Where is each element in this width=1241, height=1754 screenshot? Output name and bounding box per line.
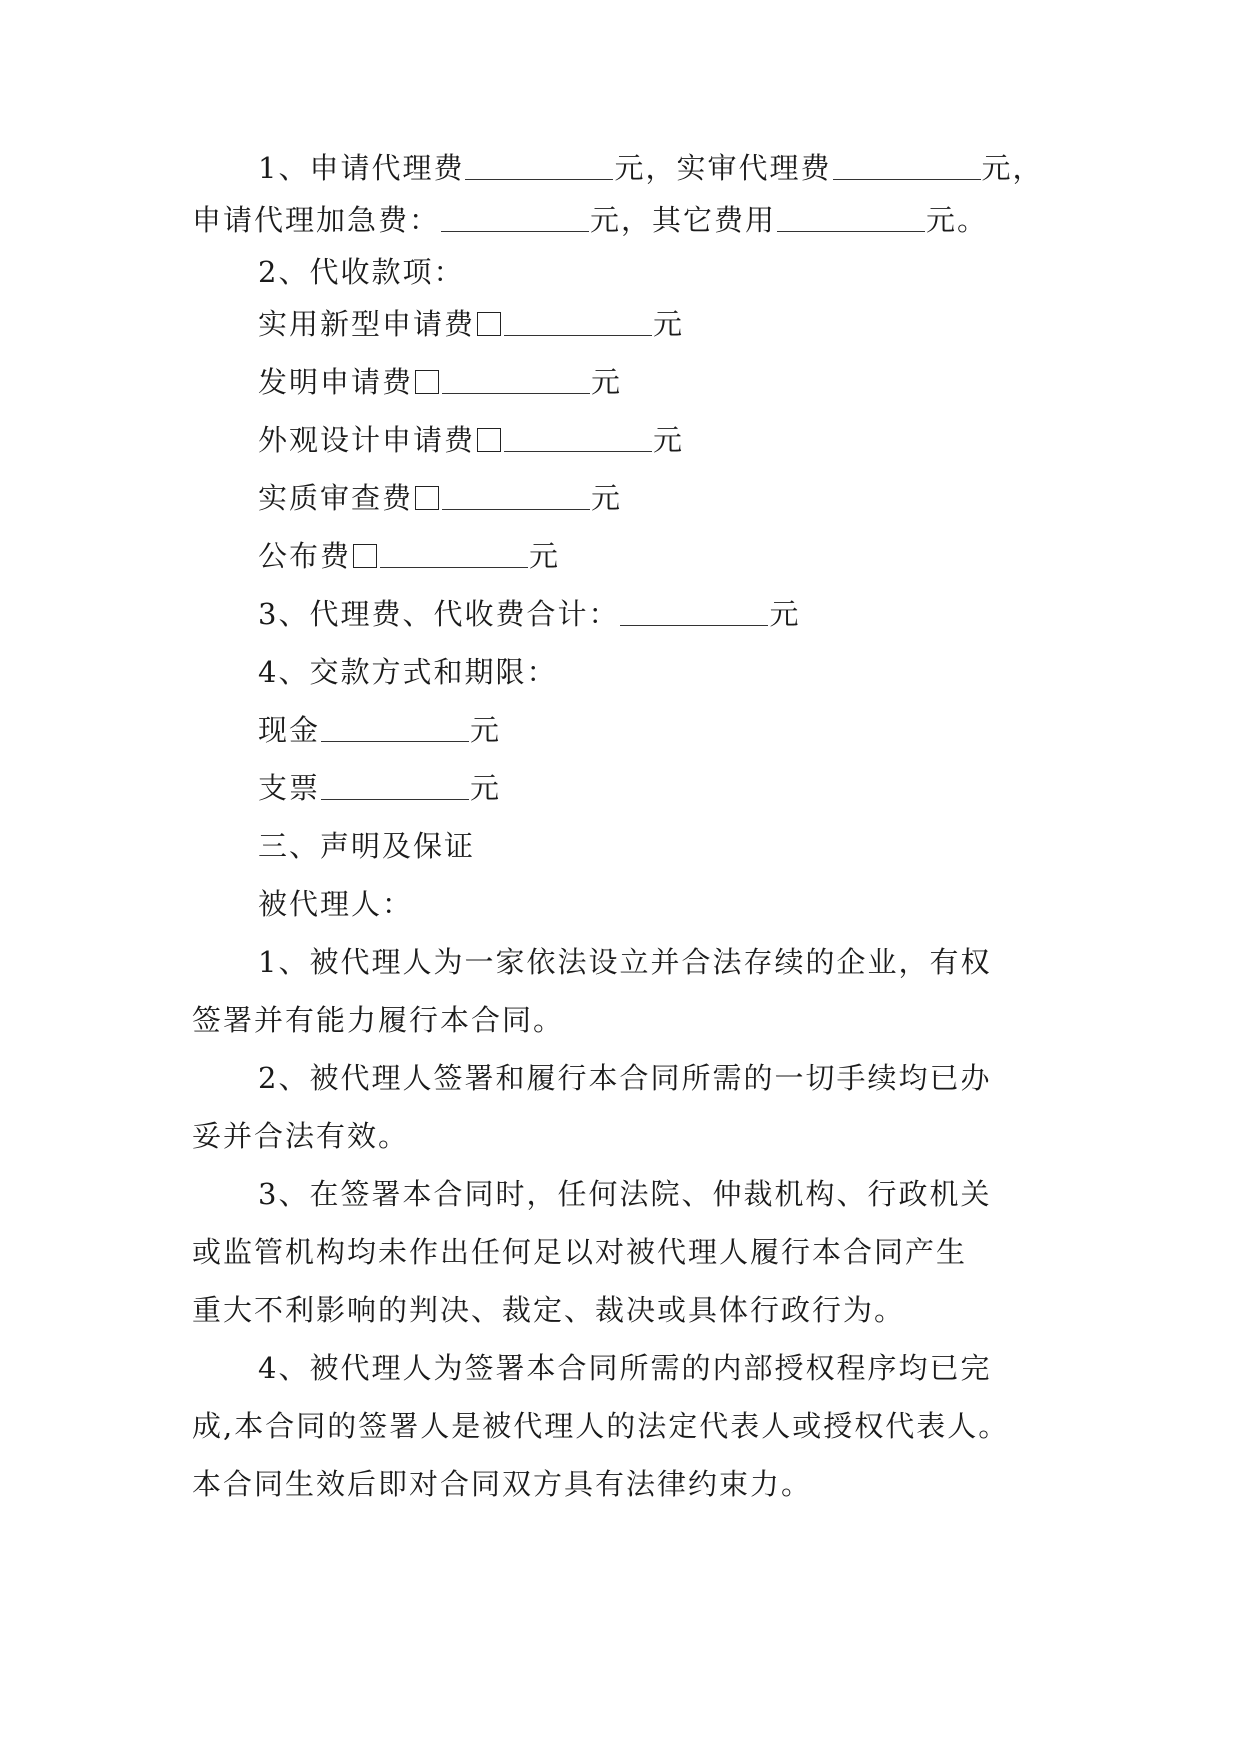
item-number: 1、 xyxy=(258,151,310,185)
checkbox[interactable] xyxy=(415,370,439,394)
unit-label: 元 xyxy=(769,597,801,631)
collect-item xyxy=(258,536,560,576)
unit-label: 元， xyxy=(590,203,653,237)
collect-heading: 2、代收款项： xyxy=(258,255,465,289)
payment-item xyxy=(258,710,501,750)
fee-line-1 xyxy=(258,148,1044,188)
apply-fee-label: 申请代理费 xyxy=(309,151,465,185)
total-blank[interactable] xyxy=(620,599,768,626)
clause-line: 妥并合法有效。 xyxy=(192,1119,410,1153)
collect-item xyxy=(258,478,622,518)
other-fee-label: 其它费用 xyxy=(652,203,777,237)
section-title: 三、声明及保证 xyxy=(258,829,476,863)
total-label: 3、代理费、代收费合计： xyxy=(258,597,620,631)
urgent-fee-label: 申请代理加急费： xyxy=(192,203,441,237)
clause-line: 4、被代理人为签署本合同所需的内部授权程序均已完 xyxy=(258,1351,992,1385)
checkbox[interactable] xyxy=(415,486,439,510)
checkbox[interactable] xyxy=(477,312,501,336)
amount-blank[interactable] xyxy=(321,715,469,742)
unit-label: 元 xyxy=(653,307,685,341)
collect-item-label: 外观设计申请费 xyxy=(258,423,476,457)
payment-item xyxy=(258,768,501,808)
unit-label: 元。 xyxy=(926,203,989,237)
unit-label: 元 xyxy=(591,481,623,515)
clause-line: 或监管机构均未作出任何足以对被代理人履行本合同产生 xyxy=(192,1235,968,1269)
party-label: 被代理人： xyxy=(258,887,414,921)
amount-blank[interactable] xyxy=(504,425,652,452)
payment-label: 支票 xyxy=(258,771,321,805)
unit-label: 元 xyxy=(591,365,623,399)
unit-label: 元 xyxy=(529,539,561,573)
amount-blank[interactable] xyxy=(504,309,652,336)
amount-blank[interactable] xyxy=(442,483,590,510)
collect-item xyxy=(258,420,684,460)
unit-label: 元 xyxy=(470,771,502,805)
collect-item-label: 实用新型申请费 xyxy=(258,307,476,341)
clause-line: 重大不利影响的判决、裁定、裁决或具体行政行为。 xyxy=(192,1293,906,1327)
collect-item-label: 实质审查费 xyxy=(258,481,414,515)
clause-line: 2、被代理人签署和履行本合同所需的一切手续均已办 xyxy=(258,1061,992,1095)
fee-line-2 xyxy=(192,200,988,240)
clause-line: 签署并有能力履行本合同。 xyxy=(192,1003,565,1037)
clause-line: 1、被代理人为一家依法设立并合法存续的企业，有权 xyxy=(258,945,992,979)
amount-blank[interactable] xyxy=(442,367,590,394)
amount-blank[interactable] xyxy=(321,773,469,800)
clause-line: 成,本合同的签署人是被代理人的法定代表人或授权代表人。 xyxy=(192,1409,1010,1443)
clause-line: 本合同生效后即对合同双方具有法律约束力。 xyxy=(192,1467,813,1501)
unit-label: 元 xyxy=(470,713,502,747)
checkbox[interactable] xyxy=(353,544,377,568)
other-fee-blank[interactable] xyxy=(777,205,925,232)
clause-line: 3、在签署本合同时，任何法院、仲裁机构、行政机关 xyxy=(258,1177,992,1211)
collect-item xyxy=(258,362,622,402)
unit-label: 元， xyxy=(614,151,677,185)
payment-heading: 4、交款方式和期限： xyxy=(258,655,558,689)
collect-item-label: 发明申请费 xyxy=(258,365,414,399)
unit-label: 元 xyxy=(653,423,685,457)
amount-blank[interactable] xyxy=(380,541,528,568)
collect-item-label: 公布费 xyxy=(258,539,352,573)
total-line xyxy=(258,594,800,634)
unit-label: 元， xyxy=(981,151,1044,185)
exam-fee-label: 实审代理费 xyxy=(676,151,832,185)
payment-label: 现金 xyxy=(258,713,321,747)
checkbox[interactable] xyxy=(477,428,501,452)
urgent-fee-blank[interactable] xyxy=(441,205,589,232)
exam-fee-blank[interactable] xyxy=(833,153,981,180)
apply-fee-blank[interactable] xyxy=(465,153,613,180)
collect-item xyxy=(258,304,684,344)
